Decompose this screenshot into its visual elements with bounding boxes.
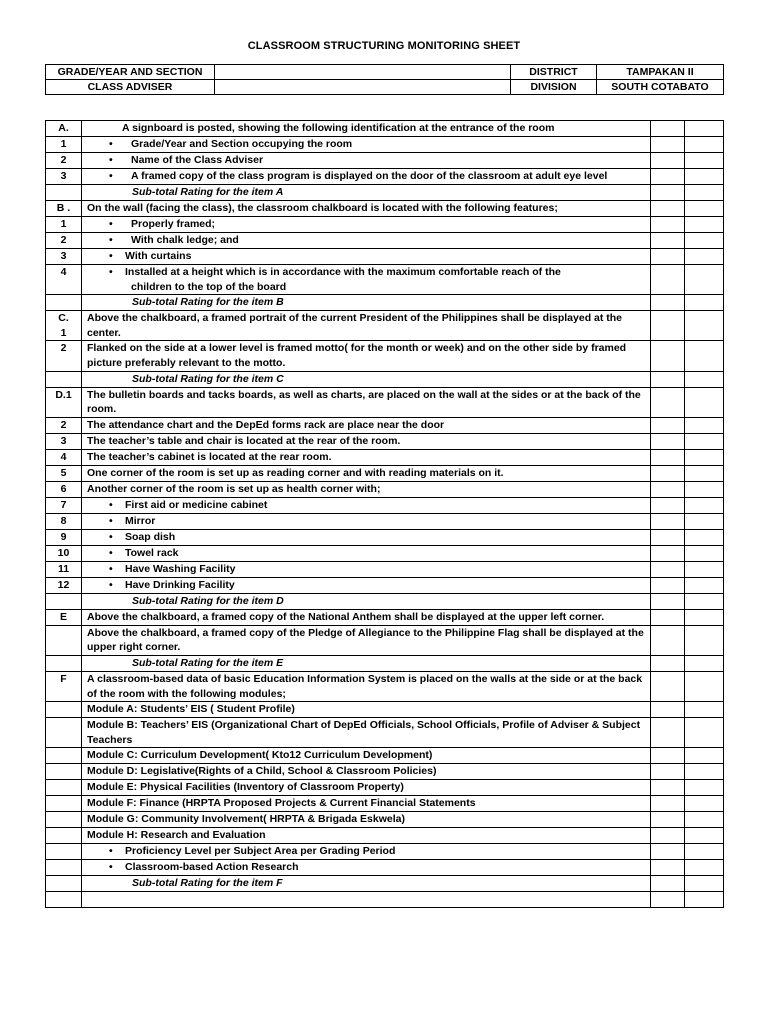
module-item: Module G: Community Involvement( HRPTA & Brigada Eskwela)	[82, 812, 651, 828]
subtotal-label: Sub-total Rating for the item E	[82, 655, 651, 671]
rating-cell[interactable]	[685, 169, 724, 185]
rating-cell[interactable]	[651, 828, 685, 844]
row-code: 9	[46, 529, 82, 545]
list-item: • Have Drinking Facility	[82, 577, 651, 593]
rating-cell[interactable]	[651, 812, 685, 828]
division-label: DIVISION	[511, 80, 597, 95]
row-code: B .	[46, 201, 82, 217]
rating-cell[interactable]	[685, 892, 724, 908]
rating-cell[interactable]	[685, 249, 724, 265]
row-code: 8	[46, 513, 82, 529]
rating-cell[interactable]	[685, 371, 724, 387]
rating-cell[interactable]	[651, 702, 685, 718]
rating-cell[interactable]	[685, 876, 724, 892]
header-info-table	[45, 64, 724, 95]
rating-cell[interactable]	[685, 137, 724, 153]
row-code: 6	[46, 481, 82, 497]
row-text: Flanked on the side at a lower level is framed motto( for the month or week) and on the other side by framed picture preferably relevant to the motto.	[82, 341, 651, 371]
row-code: 3	[46, 169, 82, 185]
rating-cell[interactable]	[685, 671, 724, 701]
row-code: F	[46, 671, 82, 701]
table-row	[46, 201, 724, 217]
rating-cell[interactable]	[651, 249, 685, 265]
table-row	[46, 153, 724, 169]
rating-cell[interactable]	[651, 860, 685, 876]
row-code: 2	[46, 417, 82, 433]
row-code: E	[46, 609, 82, 625]
rating-cell[interactable]	[651, 169, 685, 185]
subtotal-label: Sub-total Rating for the item F	[82, 876, 651, 892]
rating-cell[interactable]	[685, 577, 724, 593]
rating-cell[interactable]	[651, 449, 685, 465]
module-item: Module C: Curriculum Development( Kto12 Curriculum Development)	[82, 748, 651, 764]
subtotal-label: Sub-total Rating for the item B	[82, 295, 651, 311]
list-item: • Mirror	[82, 513, 651, 529]
rating-cell[interactable]	[685, 121, 724, 137]
rating-cell[interactable]	[685, 844, 724, 860]
grade-label: GRADE/YEAR AND SECTION	[46, 65, 215, 80]
table-row	[46, 702, 724, 718]
rating-cell[interactable]	[651, 121, 685, 137]
rating-cell[interactable]	[651, 341, 685, 371]
table-row	[46, 481, 724, 497]
list-item: • Installed at a height which is in accordance with the maximum comfortable reach of the children to the top of the board	[82, 265, 651, 295]
list-item: • Name of the Class Adviser	[82, 153, 651, 169]
row-code: 2	[46, 233, 82, 249]
table-row	[46, 718, 724, 748]
table-row	[46, 796, 724, 812]
rating-cell[interactable]	[685, 201, 724, 217]
rating-cell[interactable]	[651, 497, 685, 513]
table-row	[46, 577, 724, 593]
checklist-table	[45, 120, 724, 908]
rating-cell[interactable]	[685, 545, 724, 561]
list-item: • Have Washing Facility	[82, 561, 651, 577]
table-row	[46, 561, 724, 577]
row-text: One corner of the room is set up as reading corner and with reading materials on it.	[82, 465, 651, 481]
table-row	[46, 311, 724, 341]
table-row	[46, 671, 724, 701]
row-code: 1	[46, 137, 82, 153]
rating-cell[interactable]	[685, 295, 724, 311]
row-text: The attendance chart and the DepEd forms rack are place near the door	[82, 417, 651, 433]
subtotal-label: Sub-total Rating for the item D	[82, 593, 651, 609]
rating-cell[interactable]	[685, 265, 724, 295]
rating-cell[interactable]	[685, 860, 724, 876]
rating-cell[interactable]	[651, 137, 685, 153]
row-code: 10	[46, 545, 82, 561]
row-code: 4	[46, 265, 82, 295]
district-label: DISTRICT	[511, 65, 597, 80]
grade-field[interactable]	[215, 65, 511, 80]
rating-cell[interactable]	[685, 217, 724, 233]
rating-cell[interactable]	[651, 577, 685, 593]
list-item: • Properly framed;	[82, 217, 651, 233]
district-value: TAMPAKAN II	[597, 65, 724, 80]
row-text: The bulletin boards and tacks boards, as well as charts, are placed on the wall at the sides or at the back of the room.	[82, 387, 651, 417]
list-item: • A framed copy of the class program is displayed on the door of the classroom at adult eye level	[82, 169, 651, 185]
rating-cell[interactable]	[651, 465, 685, 481]
rating-cell[interactable]	[685, 153, 724, 169]
adviser-field[interactable]	[215, 80, 511, 95]
rating-cell[interactable]	[651, 748, 685, 764]
table-row	[46, 892, 724, 908]
module-item: Module H: Research and Evaluation	[82, 828, 651, 844]
table-row	[46, 655, 724, 671]
division-value: SOUTH COTABATO	[597, 80, 724, 95]
row-code: A.	[46, 121, 82, 137]
header-row-1	[46, 65, 724, 80]
rating-cell[interactable]	[651, 433, 685, 449]
row-code: 4	[46, 449, 82, 465]
table-row	[46, 217, 724, 233]
header-row-2	[46, 80, 724, 95]
rating-cell[interactable]	[651, 387, 685, 417]
table-row	[46, 609, 724, 625]
rating-cell[interactable]	[685, 702, 724, 718]
table-row	[46, 121, 724, 137]
table-row	[46, 748, 724, 764]
list-item: • Grade/Year and Section occupying the room	[82, 137, 651, 153]
rating-cell[interactable]	[651, 311, 685, 341]
rating-cell[interactable]	[685, 417, 724, 433]
row-text: Another corner of the room is set up as health corner with;	[82, 481, 651, 497]
rating-cell[interactable]	[651, 671, 685, 701]
table-row	[46, 169, 724, 185]
rating-cell[interactable]	[685, 609, 724, 625]
rating-cell[interactable]	[651, 655, 685, 671]
row-code: D.1	[46, 387, 82, 417]
table-row	[46, 341, 724, 371]
row-text: The teacher’s cabinet is located at the rear room.	[82, 449, 651, 465]
row-code: 7	[46, 497, 82, 513]
rating-cell[interactable]	[685, 625, 724, 655]
rating-cell[interactable]	[685, 387, 724, 417]
rating-cell[interactable]	[685, 718, 724, 748]
rating-cell[interactable]	[685, 513, 724, 529]
rating-cell[interactable]	[685, 433, 724, 449]
rating-cell[interactable]	[651, 295, 685, 311]
table-row	[46, 265, 724, 295]
table-row	[46, 233, 724, 249]
table-row	[46, 625, 724, 655]
table-row	[46, 529, 724, 545]
rating-cell[interactable]	[685, 764, 724, 780]
rating-cell[interactable]	[651, 185, 685, 201]
rating-cell[interactable]	[651, 876, 685, 892]
rating-cell[interactable]	[685, 233, 724, 249]
rating-cell[interactable]	[685, 497, 724, 513]
table-row	[46, 465, 724, 481]
list-item: • With chalk ledge; and	[82, 233, 651, 249]
rating-cell[interactable]	[651, 201, 685, 217]
list-item: • Towel rack	[82, 545, 651, 561]
rating-cell[interactable]	[685, 780, 724, 796]
table-row	[46, 249, 724, 265]
rating-cell[interactable]	[651, 545, 685, 561]
row-text: Above the chalkboard, a framed copy of the National Anthem shall be displayed at the upper left corner.	[82, 609, 651, 625]
table-row	[46, 371, 724, 387]
rating-cell[interactable]	[685, 593, 724, 609]
rating-cell[interactable]	[651, 593, 685, 609]
table-row	[46, 497, 724, 513]
table-row	[46, 417, 724, 433]
row-code: 3	[46, 433, 82, 449]
table-row	[46, 387, 724, 417]
table-row	[46, 137, 724, 153]
table-row	[46, 780, 724, 796]
row-text: On the wall (facing the class), the classroom chalkboard is located with the following features;	[82, 201, 651, 217]
module-item: Module D: Legislative(Rights of a Child, School & Classroom Policies)	[82, 764, 651, 780]
rating-cell[interactable]	[651, 561, 685, 577]
table-row	[46, 433, 724, 449]
row-text: Above the chalkboard, a framed portrait of the current President of the Philippines shall be displayed at the center.	[82, 311, 651, 341]
table-row	[46, 860, 724, 876]
rating-cell[interactable]	[685, 748, 724, 764]
rating-cell[interactable]	[651, 844, 685, 860]
table-row	[46, 513, 724, 529]
rating-cell[interactable]	[685, 481, 724, 497]
rating-cell[interactable]	[685, 449, 724, 465]
rating-cell[interactable]	[651, 417, 685, 433]
rating-cell[interactable]	[651, 217, 685, 233]
table-row	[46, 764, 724, 780]
rating-cell[interactable]	[685, 796, 724, 812]
rating-cell[interactable]	[685, 812, 724, 828]
rating-cell[interactable]	[651, 233, 685, 249]
rating-cell[interactable]	[685, 828, 724, 844]
rating-cell[interactable]	[685, 341, 724, 371]
table-row	[46, 295, 724, 311]
rating-cell[interactable]	[651, 153, 685, 169]
rating-cell[interactable]	[685, 561, 724, 577]
row-text: Above the chalkboard, a framed copy of the Pledge of Allegiance to the Philippine Flag shall be displayed at the upper right corner.	[82, 625, 651, 655]
rating-cell[interactable]	[685, 655, 724, 671]
row-text: The teacher’s table and chair is located at the rear of the room.	[82, 433, 651, 449]
row-code: 11	[46, 561, 82, 577]
page-title: CLASSROOM STRUCTURING MONITORING SHEET	[247, 40, 521, 52]
adviser-label: CLASS ADVISER	[46, 80, 215, 95]
rating-cell[interactable]	[685, 529, 724, 545]
module-item: Module A: Students’ EIS ( Student Profile)	[82, 702, 651, 718]
subtotal-label: Sub-total Rating for the item A	[82, 185, 651, 201]
table-row	[46, 828, 724, 844]
row-code: 5	[46, 465, 82, 481]
rating-cell[interactable]	[685, 465, 724, 481]
rating-cell[interactable]	[651, 796, 685, 812]
rating-cell[interactable]	[651, 892, 685, 908]
list-item: • With curtains	[82, 249, 651, 265]
rating-cell[interactable]	[651, 371, 685, 387]
rating-cell[interactable]	[651, 609, 685, 625]
list-item: • Soap dish	[82, 529, 651, 545]
module-item: Module F: Finance (HRPTA Proposed Projects & Current Financial Statements	[82, 796, 651, 812]
table-row	[46, 185, 724, 201]
row-code: C. 1	[46, 311, 82, 341]
rating-cell[interactable]	[651, 718, 685, 748]
rating-cell[interactable]	[685, 311, 724, 341]
table-row	[46, 876, 724, 892]
list-item: • Classroom-based Action Research	[82, 860, 651, 876]
row-code: 12	[46, 577, 82, 593]
row-text: A classroom-based data of basic Education Information System is placed on the walls at the side or at the back of the room with the following modules;	[82, 671, 651, 701]
row-text: A signboard is posted, showing the following identification at the entrance of the room	[82, 121, 651, 137]
row-code: 2	[46, 341, 82, 371]
row-code: 1	[46, 217, 82, 233]
rating-cell[interactable]	[651, 625, 685, 655]
rating-cell[interactable]	[651, 780, 685, 796]
module-item: Module E: Physical Facilities (Inventory of Classroom Property)	[82, 780, 651, 796]
list-item: • First aid or medicine cabinet	[82, 497, 651, 513]
table-row	[46, 449, 724, 465]
rating-cell[interactable]	[651, 764, 685, 780]
table-row	[46, 545, 724, 561]
rating-cell[interactable]	[651, 529, 685, 545]
module-item: Module B: Teachers’ EIS (Organizational Chart of DepEd Officials, School Officials, Profile of Adviser & Subject Teachers	[82, 718, 651, 748]
rating-cell[interactable]	[651, 265, 685, 295]
list-item: • Proficiency Level per Subject Area per Grading Period	[82, 844, 651, 860]
rating-cell[interactable]	[651, 513, 685, 529]
row-code: 2	[46, 153, 82, 169]
table-row	[46, 844, 724, 860]
rating-cell[interactable]	[651, 481, 685, 497]
rating-cell[interactable]	[685, 185, 724, 201]
row-code: 3	[46, 249, 82, 265]
subtotal-label: Sub-total Rating for the item C	[82, 371, 651, 387]
table-row	[46, 812, 724, 828]
table-row	[46, 593, 724, 609]
